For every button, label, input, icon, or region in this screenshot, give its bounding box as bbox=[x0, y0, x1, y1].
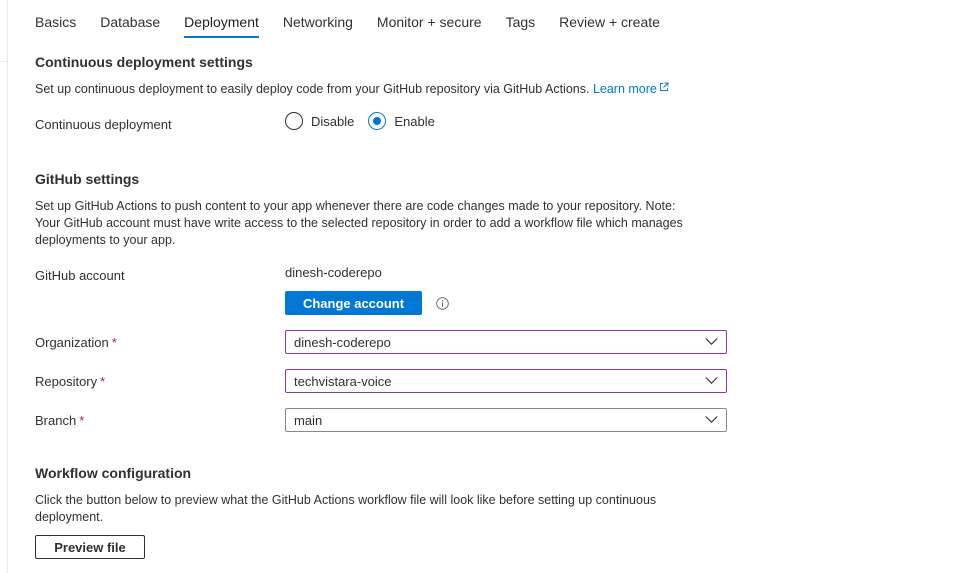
cd-radio-group bbox=[285, 112, 449, 130]
preview-file-button[interactable]: Preview file bbox=[35, 535, 145, 559]
tab-networking[interactable]: Networking bbox=[282, 14, 353, 30]
tab-deployment[interactable]: Deployment bbox=[184, 0, 259, 44]
enable-radio[interactable] bbox=[368, 112, 434, 130]
disable-radio[interactable] bbox=[285, 112, 354, 130]
chevron-down-icon bbox=[705, 376, 718, 385]
repository-dropdown[interactable] bbox=[285, 369, 727, 393]
workflow-description-line2: deployment. bbox=[35, 510, 104, 524]
workflow-section-title: Workflow configuration bbox=[35, 465, 192, 481]
required-marker: * bbox=[100, 374, 106, 389]
tab-monitor-secure[interactable]: Monitor + secure bbox=[376, 14, 482, 30]
repository-value: techvistara-voice bbox=[294, 373, 392, 389]
workflow-description-line1: Click the button below to preview what the GitHub Actions workflow file will look like before setting up continuous bbox=[35, 493, 657, 507]
github-description-line1: Set up GitHub Actions to push content to your app whenever there are code changes made to your repository. Note: bbox=[35, 199, 676, 213]
organization-label bbox=[35, 335, 117, 350]
required-marker: * bbox=[79, 413, 85, 428]
tab-basics[interactable]: Basics bbox=[35, 14, 77, 30]
branch-label bbox=[35, 413, 84, 428]
branch-dropdown[interactable] bbox=[285, 408, 727, 432]
github-account-label: GitHub account bbox=[35, 268, 125, 283]
github-description-line3: deployments to your app. bbox=[35, 233, 176, 247]
github-description-line2: Your GitHub account must have write access to the selected repository in order to add a workflow file which manages bbox=[35, 216, 683, 230]
enable-radio-label: Enable bbox=[394, 113, 435, 129]
chevron-down-icon bbox=[705, 415, 718, 424]
branch-value: main bbox=[294, 412, 323, 428]
branch-label-text: Branch bbox=[35, 413, 77, 428]
workflow-description bbox=[35, 492, 656, 526]
tab-review-create[interactable]: Review + create bbox=[559, 14, 660, 30]
cd-description bbox=[35, 81, 669, 98]
chevron-down-icon bbox=[705, 337, 718, 346]
repository-label bbox=[35, 374, 105, 389]
organization-dropdown[interactable] bbox=[285, 330, 727, 354]
github-account-value: dinesh-coderepo bbox=[285, 265, 382, 280]
organization-value: dinesh-coderepo bbox=[294, 334, 391, 350]
info-icon[interactable] bbox=[436, 297, 449, 310]
enable-radio-circle[interactable] bbox=[368, 112, 386, 130]
cd-label: Continuous deployment bbox=[35, 117, 172, 132]
cd-section-title: Continuous deployment settings bbox=[35, 54, 253, 70]
disable-radio-circle[interactable] bbox=[285, 112, 303, 130]
github-description bbox=[35, 198, 683, 249]
required-marker: * bbox=[111, 335, 117, 350]
cd-description-text: Set up continuous deployment to easily deploy code from your GitHub repository via GitHub Actions. bbox=[35, 82, 590, 96]
learn-more-text: Learn more bbox=[592, 82, 657, 96]
disable-radio-label: Disable bbox=[311, 113, 355, 129]
tab-tags[interactable]: Tags bbox=[505, 14, 536, 30]
repository-label-text: Repository bbox=[35, 374, 98, 389]
change-account-button[interactable]: Change account bbox=[285, 291, 422, 315]
left-panel-border bbox=[7, 0, 8, 573]
tab-database[interactable]: Database bbox=[100, 14, 161, 30]
external-link-icon bbox=[659, 82, 669, 92]
organization-label-text: Organization bbox=[35, 335, 109, 350]
tab-bar bbox=[35, 0, 684, 44]
github-section-title: GitHub settings bbox=[35, 171, 140, 187]
learn-more-link[interactable] bbox=[593, 82, 669, 96]
left-panel-divider bbox=[0, 61, 7, 62]
